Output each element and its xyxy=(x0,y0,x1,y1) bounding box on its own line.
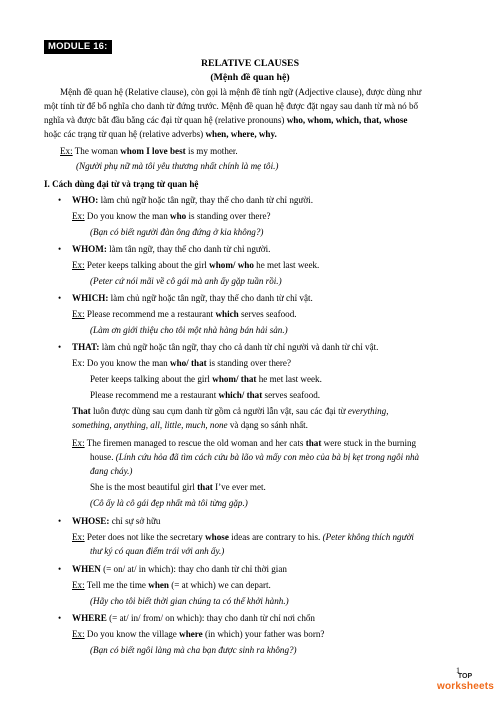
that-example-4-translation: đang cháy.) xyxy=(90,466,133,476)
logo-top-text: TOP xyxy=(457,673,473,680)
when-definition: WHEN (= on/ at/ in which): thay cho danh từ chỉ thời gian xyxy=(72,564,287,574)
that-definition: THAT: làm chủ ngữ hoặc tân ngữ, thay cho cả danh từ chỉ người và danh từ chỉ vật. xyxy=(72,342,379,352)
bullet-icon: • xyxy=(58,516,62,526)
that-example-4-cont: house. (Lính cứu hỏa đã tìm cách cứu bà lão và mấy con mèo của bà bị kẹt trong ngôi nhà xyxy=(90,452,420,462)
that-note-line-1: That luôn được dùng sau cụm danh từ gồm cả người lẫn vật, sau các đại từ everything, xyxy=(72,406,389,416)
who-example: Ex: Do you know the man who is standing over there? xyxy=(72,211,271,221)
whom-translation: (Peter cứ nói mãi về cô gái mà anh ấy gặp tuần rồi.) xyxy=(90,276,282,286)
intro-line-4: hoặc các trạng từ quan hệ (relative adverbs) when, where, why. xyxy=(44,129,277,139)
that-example-5: She is the most beautiful girl that I’ve ever met. xyxy=(90,482,266,492)
when-example: Ex: Tell me the time when (= at which) we can depart. xyxy=(72,580,271,590)
that-note-line-2: something, anything, all, little, much, none và dạng so sánh nhất. xyxy=(72,420,308,430)
which-translation: (Làm ơn giới thiệu cho tôi một nhà hàng bán hải sản.) xyxy=(90,325,288,335)
whose-definition: WHOSE: chỉ sự sở hữu xyxy=(72,516,161,526)
that-example-1: Ex: Do you know the man who/ that is standing over there? xyxy=(72,358,292,368)
page-title: RELATIVE CLAUSES xyxy=(200,58,300,69)
whom-definition: WHOM: làm tân ngữ, thay thế cho danh từ chỉ người. xyxy=(72,244,271,254)
bullet-icon: • xyxy=(58,342,62,352)
which-example: Ex: Please recommend me a restaurant which serves seafood. xyxy=(72,309,297,319)
bullet-icon: • xyxy=(58,613,62,623)
intro-line-2: một tính từ để bổ nghĩa cho danh từ đứng trước. Mệnh đề quan hệ được đặt ngay sau danh từ mà nó bổ xyxy=(44,101,419,111)
where-example: Ex: Do you know the village where (in which) your father was born? xyxy=(72,629,325,639)
intro-line-1: Mệnh đề quan hệ (Relative clause), còn gọi là mệnh đề tính ngữ (Adjective clause), được dùng như xyxy=(60,87,422,97)
module-badge: MODULE 16: xyxy=(44,40,112,54)
who-translation: (Bạn có biết người đàn ông đứng ở kia không?) xyxy=(90,227,264,237)
example-1-translation: (Người phụ nữ mà tôi yêu thương nhất chính là mẹ tôi.) xyxy=(76,161,279,171)
who-definition: WHO: làm chủ ngữ hoặc tân ngữ, thay thế cho danh từ chỉ người. xyxy=(72,195,313,205)
whom-example: Ex: Peter keeps talking about the girl whom/ who he met last week. xyxy=(72,260,320,270)
whose-translation: thư ký có quan điểm trái với anh ấy.) xyxy=(90,546,225,556)
where-translation: (Bạn có biết ngôi làng mà cha bạn được sinh ra không?) xyxy=(90,645,297,655)
whose-example: Ex: Peter does not like the secretary whose ideas are contrary to his. (Peter không thích người xyxy=(72,532,414,542)
logo-brand-text: worksheets xyxy=(437,681,495,692)
that-example-5-translation: (Cô ấy là cô gái đẹp nhất mà tôi từng gặp.) xyxy=(90,498,248,508)
where-definition: WHERE (= at/ in/ from/ on which): thay cho danh từ chỉ nơi chốn xyxy=(72,613,315,623)
bullet-icon: • xyxy=(58,293,62,303)
when-translation: (Hãy cho tôi biết thời gian chúng ta có thể khởi hành.) xyxy=(90,596,289,606)
intro-line-3: nghĩa và được bắt đầu bằng các đại từ quan hệ (relative pronouns) who, whom, which, that, whose xyxy=(44,115,408,125)
bullet-icon: • xyxy=(58,195,62,205)
topworksheets-logo xyxy=(437,673,493,699)
that-example-3: Please recommend me a restaurant which/ that serves seafood. xyxy=(90,390,321,400)
example-1: Ex: The woman whom I love best is my mother. xyxy=(60,146,238,156)
section-heading: I. Cách dùng đại từ và trạng từ quan hệ xyxy=(44,179,199,189)
bullet-icon: • xyxy=(58,244,62,254)
page-subtitle: (Mệnh đề quan hệ) xyxy=(210,72,290,83)
that-example-4: Ex: The firemen managed to rescue the old woman and her cats that were stuck in the burning xyxy=(72,438,417,448)
page-number: 1 xyxy=(456,666,460,675)
which-definition: WHICH: làm chủ ngữ hoặc tân ngữ, thay thế cho danh từ chỉ vật. xyxy=(72,293,313,303)
that-example-2: Peter keeps talking about the girl whom/ that he met last week. xyxy=(90,374,322,384)
bullet-icon: • xyxy=(58,564,62,574)
